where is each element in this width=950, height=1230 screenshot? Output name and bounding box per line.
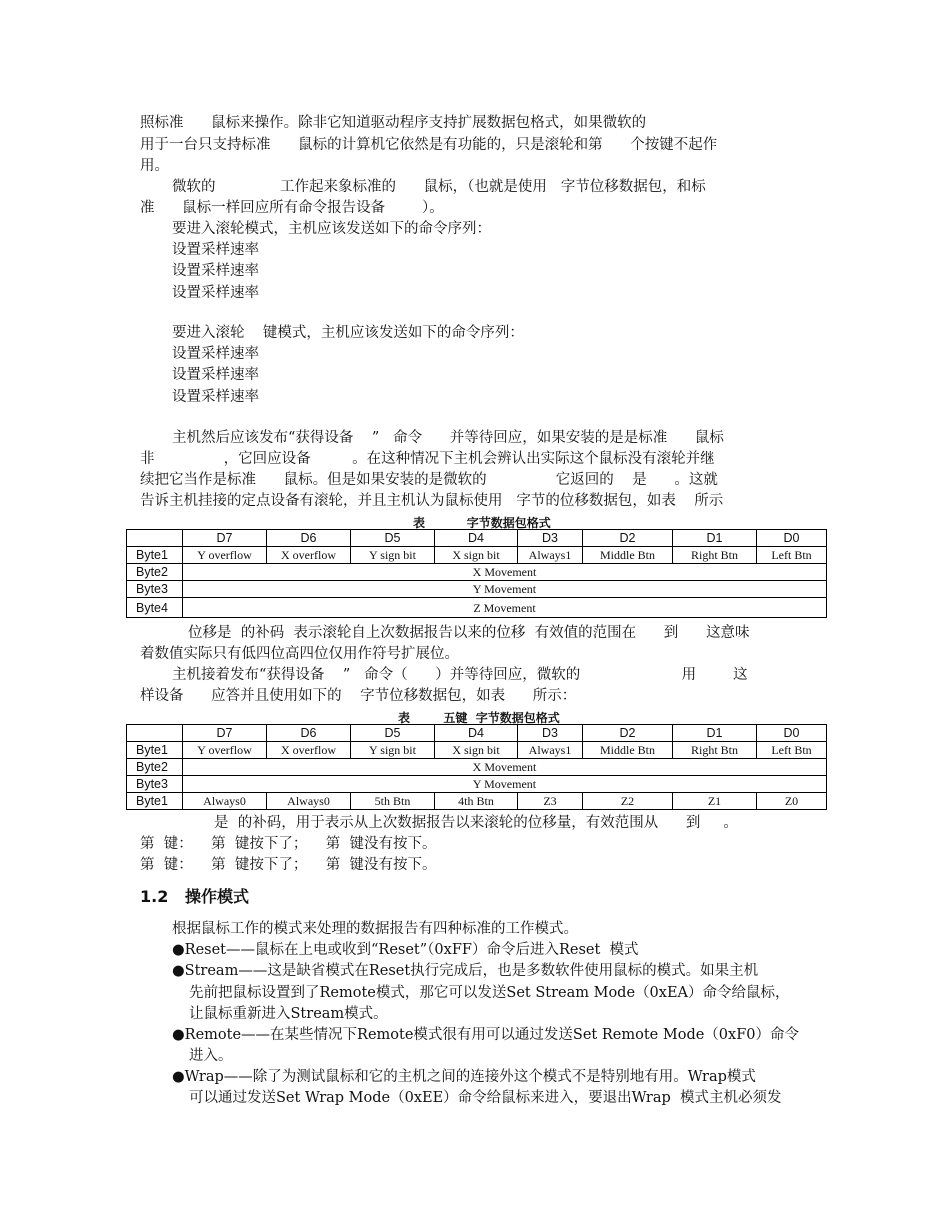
table-cell: X sign bit bbox=[435, 742, 518, 759]
text-line: 要进入滚轮 键模式，主机应该发送如下的命令序列： bbox=[172, 325, 524, 341]
table-cell: D3 bbox=[518, 530, 583, 547]
table-row bbox=[127, 598, 827, 618]
text-line: 续把它当作是标准 鼠标。但是如果安装的是微软的 它返回的 是 。这就 bbox=[140, 472, 718, 488]
table-cell: Y overflow bbox=[183, 547, 267, 564]
text-line: 着数值实际只有低四位高四位仅用作符号扩展位。 bbox=[140, 646, 459, 662]
table-cell: Y sign bit bbox=[351, 547, 435, 564]
table-caption: 表 五键 字节数据包格式 bbox=[398, 711, 560, 725]
text-line: 设置采样速率 bbox=[172, 285, 259, 301]
table-row bbox=[127, 564, 827, 581]
table-row bbox=[127, 759, 827, 776]
table-row bbox=[127, 547, 827, 564]
text-line: 根据鼠标工作的模式来处理的数据报告有四种标准的工作模式。 bbox=[172, 921, 578, 937]
table-cell: D2 bbox=[583, 530, 673, 547]
table-cell: D6 bbox=[267, 725, 351, 742]
table-caption: 表 字节数据包格式 bbox=[413, 516, 551, 530]
table-cell: 4th Btn bbox=[435, 793, 518, 810]
table-cell: D1 bbox=[673, 530, 757, 547]
table-row bbox=[127, 742, 827, 759]
table-cell: Byte4 bbox=[127, 598, 183, 618]
table-cell: Z0 bbox=[757, 793, 827, 810]
text-line: 第 键： 第 键按下了； 第 键没有按下。 bbox=[140, 857, 437, 873]
table-cell bbox=[127, 725, 183, 742]
table-cell: Always0 bbox=[183, 793, 267, 810]
table-cell: Right Btn bbox=[673, 547, 757, 564]
table-cell: Z1 bbox=[673, 793, 757, 810]
text-line: 是 的补码，用于表示从上次数据报告以来滚轮的位移量，有效范围从 到 。 bbox=[214, 815, 738, 831]
table-cell: D3 bbox=[518, 725, 583, 742]
table-cell: Y overflow bbox=[183, 742, 267, 759]
table-cell: D2 bbox=[583, 725, 673, 742]
table-cell: D7 bbox=[183, 725, 267, 742]
table-cell: X sign bit bbox=[435, 547, 518, 564]
text-line: 非 ，它回应设备 。在这种情况下主机会辨认出实际这个鼠标没有滚轮并继 bbox=[140, 451, 715, 467]
text-line: 用。 bbox=[140, 158, 169, 174]
table-cell: Byte2 bbox=[127, 564, 183, 581]
table-cell: Byte2 bbox=[127, 759, 183, 776]
table-cell: Byte1 bbox=[127, 793, 183, 810]
text-line: ●Stream——这是缺省模式在Reset执行完成后，也是多数软件使用鼠标的模式。如果主机 bbox=[172, 963, 759, 979]
table-cell: Always1 bbox=[518, 742, 583, 759]
text-line: 设置采样速率 bbox=[172, 389, 259, 405]
table-cell: Byte1 bbox=[127, 547, 183, 564]
text-line: 可以通过发送Set Wrap Mode（0xEE）命令给鼠标来进入，要退出Wrap 模式主机必须发 bbox=[189, 1090, 782, 1106]
text-line: 位移是 的补码 表示滚轮自上次数据报告以来的位移 有效值的范围在 到 这意味 bbox=[188, 625, 750, 641]
table-cell: Left Btn bbox=[757, 547, 827, 564]
text-line: 进入。 bbox=[189, 1048, 233, 1064]
table-header-row bbox=[127, 725, 827, 742]
section-heading: 1.2 操作模式 bbox=[140, 887, 250, 906]
text-line: 设置采样速率 bbox=[172, 242, 259, 258]
table-cell: Y Movement bbox=[183, 581, 827, 598]
text-line: 让鼠标重新进入Stream模式。 bbox=[189, 1006, 388, 1022]
table-cell: Byte3 bbox=[127, 581, 183, 598]
table-cell: Byte1 bbox=[127, 742, 183, 759]
text-line: 主机接着发布“获得设备 ” 命令（ ）并等待回应，微软的 用 这 bbox=[172, 667, 748, 683]
table-cell: Middle Btn bbox=[583, 742, 673, 759]
text-line: 设置采样速率 bbox=[172, 263, 259, 279]
table-cell: Z Movement bbox=[183, 598, 827, 618]
packet-format-table-1 bbox=[126, 529, 827, 618]
table-cell: X Movement bbox=[183, 759, 827, 776]
text-line: 要进入滚轮模式，主机应该发送如下的命令序列： bbox=[172, 221, 491, 237]
text-line: 告诉主机挂接的定点设备有滚轮，并且主机认为鼠标使用 字节的位移数据包，如表 所示 bbox=[140, 493, 724, 509]
text-line: 微软的 工作起来象标准的 鼠标，（也就是使用 字节位移数据包，和标 bbox=[172, 179, 706, 195]
table-row bbox=[127, 793, 827, 810]
text-line: ●Wrap——除了为测试鼠标和它的主机之间的连接外这个模式不是特别地有用。Wrap模式 bbox=[172, 1069, 756, 1085]
table-cell: Z2 bbox=[583, 793, 673, 810]
table-cell: Right Btn bbox=[673, 742, 757, 759]
text-line: 第 键： 第 键按下了； 第 键没有按下。 bbox=[140, 836, 437, 852]
table-cell: D0 bbox=[757, 725, 827, 742]
text-line: 样设备 应答并且使用如下的 字节位移数据包，如表 所示： bbox=[140, 688, 577, 704]
table-cell: D4 bbox=[435, 725, 518, 742]
text-line: ●Remote——在某些情况下Remote模式很有用可以通过发送Set Remote Mode（0xF0）命令 bbox=[172, 1027, 799, 1043]
text-line: 先前把鼠标设置到了Remote模式，那它可以发送Set Stream Mode（0xEA）命令给鼠标， bbox=[189, 985, 790, 1001]
table-cell: D0 bbox=[757, 530, 827, 547]
text-line: 准 鼠标一样回应所有命令报告设备 ）。 bbox=[140, 200, 444, 216]
text-line: 设置采样速率 bbox=[172, 367, 259, 383]
table-cell: Byte3 bbox=[127, 776, 183, 793]
table-cell: X Movement bbox=[183, 564, 827, 581]
text-line: 设置采样速率 bbox=[172, 346, 259, 362]
table-cell: Y Movement bbox=[183, 776, 827, 793]
text-line: 照标准 鼠标来操作。除非它知道驱动程序支持扩展数据包格式，如果微软的 bbox=[140, 115, 647, 131]
text-line: 用于一台只支持标准 鼠标的计算机它依然是有功能的，只是滚轮和第 个按键不起作 bbox=[140, 137, 718, 153]
text-line: ●Reset——鼠标在上电或收到“Reset”（0xFF）命令后进入Reset 模式 bbox=[172, 942, 639, 958]
table-cell: Left Btn bbox=[757, 742, 827, 759]
table-cell: Middle Btn bbox=[583, 547, 673, 564]
table-cell: Always0 bbox=[267, 793, 351, 810]
packet-format-table-2 bbox=[126, 724, 827, 810]
table-cell: D1 bbox=[673, 725, 757, 742]
table-cell: Always1 bbox=[518, 547, 583, 564]
table-cell: D4 bbox=[435, 530, 518, 547]
text-line: 主机然后应该发布“获得设备 ” 命令 并等待回应，如果安装的是是标准 鼠标 bbox=[172, 430, 724, 446]
table-cell: D7 bbox=[183, 530, 267, 547]
table-cell: X overflow bbox=[267, 547, 351, 564]
table-row bbox=[127, 581, 827, 598]
table-header-row bbox=[127, 530, 827, 547]
table-cell: X overflow bbox=[267, 742, 351, 759]
table-cell: Z3 bbox=[518, 793, 583, 810]
table-cell: 5th Btn bbox=[351, 793, 435, 810]
table-cell: D5 bbox=[351, 725, 435, 742]
table-row bbox=[127, 776, 827, 793]
table-cell: D5 bbox=[351, 530, 435, 547]
table-cell: Y sign bit bbox=[351, 742, 435, 759]
table-cell: D6 bbox=[267, 530, 351, 547]
table-cell bbox=[127, 530, 183, 547]
